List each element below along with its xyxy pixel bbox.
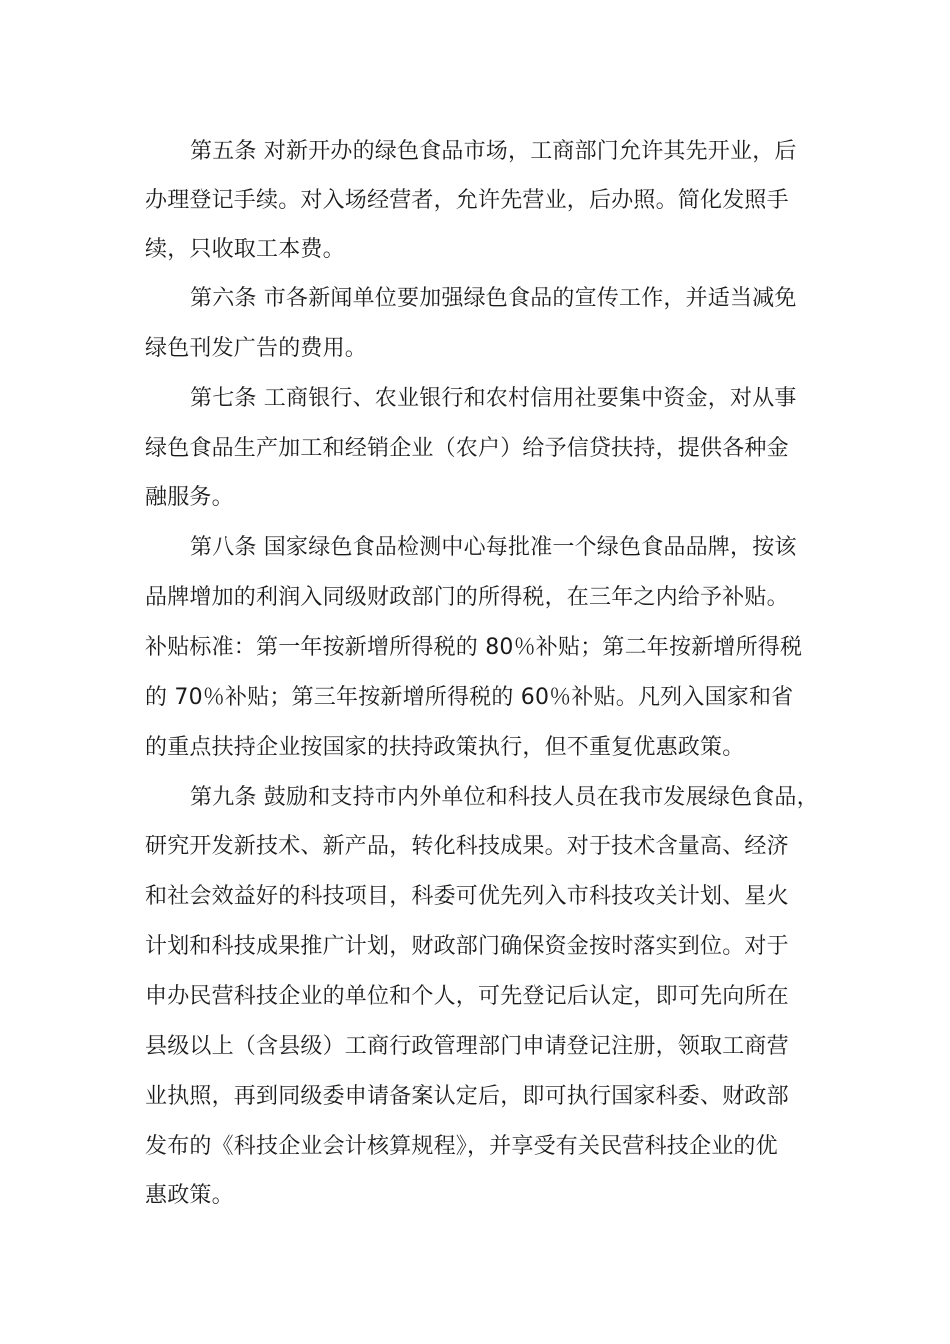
article-5-line-3: 续，只收取工本费。 — [145, 237, 345, 262]
article-5-line-1: 第五条 对新开办的绿色食品市场，工商部门允许其先开业，后 — [190, 139, 797, 164]
article-9-line-9: 惠政策。 — [145, 1183, 234, 1208]
article-8-line-4: 的 70％补贴；第三年按新增所得税的 60％补贴。凡列入国家和省 — [145, 685, 794, 710]
article-9-line-7: 业执照，再到同级委申请备案认定后，即可执行国家科委、财政部 — [145, 1084, 789, 1109]
article-9-line-2: 研究开发新技术、新产品，转化科技成果。对于技术含量高、经济 — [145, 834, 789, 859]
article-8-line-2: 品牌增加的利润入同级财政部门的所得税，在三年之内给予补贴。 — [145, 585, 789, 610]
article-7-line-1: 第七条 工商银行、农业银行和农村信用社要集中资金，对从事 — [190, 386, 797, 411]
article-5-line-2: 办理登记手续。对入场经营者，允许先营业，后办照。简化发照手 — [145, 188, 789, 213]
article-7-line-2: 绿色食品生产加工和经销企业（农户）给予信贷扶持，提供各种金 — [145, 436, 789, 461]
article-8-line-1: 第八条 国家绿色食品检测中心每批准一个绿色食品品牌，按该 — [190, 535, 797, 560]
article-9-line-1: 第九条 鼓励和支持市内外单位和科技人员在我市发展绿色食品， — [190, 785, 819, 810]
article-9-line-3: 和社会效益好的科技项目，科委可优先列入市科技攻关计划、星火 — [145, 884, 789, 909]
article-9-line-4: 计划和科技成果推广计划，财政部门确保资金按时落实到位。对于 — [145, 934, 789, 959]
article-8-line-3: 补贴标准：第一年按新增所得税的 80％补贴；第二年按新增所得税 — [145, 635, 803, 660]
article-9-line-6: 县级以上（含县级）工商行政管理部门申请登记注册，领取工商营 — [145, 1034, 789, 1059]
article-9-line-5: 申办民营科技企业的单位和个人，可先登记后认定，即可先向所在 — [145, 984, 789, 1009]
article-9-line-8: 发布的《科技企业会计核算规程》，并享受有关民营科技企业的优 — [145, 1134, 778, 1159]
article-6-line-2: 绿色刊发广告的费用。 — [145, 336, 368, 361]
article-8-line-5: 的重点扶持企业按国家的扶持政策执行，但不重复优惠政策。 — [145, 735, 745, 760]
article-6-line-1: 第六条 市各新闻单位要加强绿色食品的宣传工作，并适当减免 — [190, 286, 797, 311]
article-7-line-3: 融服务。 — [145, 485, 234, 510]
